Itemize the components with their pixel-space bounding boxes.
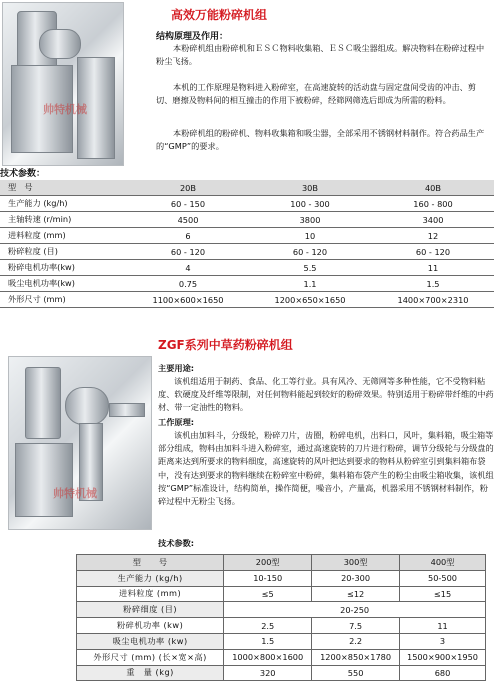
table-cell: 20-250	[224, 602, 486, 618]
table-header-cell: 型 号	[77, 555, 224, 571]
table-cell: 60 - 120	[128, 244, 248, 260]
table-cell: 4	[128, 260, 248, 276]
table-cell: 1200×850×1780	[312, 649, 400, 665]
table-header-cell: 20B	[128, 180, 248, 196]
table-header-row	[0, 180, 494, 196]
table-cell: 粉碎电机功率(kw)	[0, 260, 128, 276]
table-cell: 3800	[248, 212, 372, 228]
section1-title: 高效万能粉碎机组	[171, 8, 268, 22]
table-cell: 外形尺寸 (mm)	[0, 292, 128, 308]
table-cell: 吸尘电机功率(kw)	[0, 276, 128, 292]
principle-text: 该机由加料斗，分级轮，粉碎刀片，齿圈，粉碎电机，出料口，风叶，集料箱，吸尘箱等部分组成，物料由加料斗进入粉碎室，通过高速旋转的刀片进行粉碎，调节分级轮与分级盘的距离来达到所要求的物料细度，高速旋转的风叶把达到要求的物料从粉碎室引到集料箱布袋中，没有达到要求的物料继续在粉碎室中粉碎，集料箱布袋产生的粉尘由吸尘箱收集，该机组按“GMP”标准设计，结构简单，操作简便，噪音小，产量高，机器采用不锈钢材料制作，粉碎过程中无粉尘飞扬。	[158, 430, 494, 507]
use-heading: 主要用途:	[158, 363, 195, 373]
table-cell: 生产能力 (kg/h)	[0, 196, 128, 212]
table-cell: 11	[400, 618, 486, 634]
principle-heading: 工作原理:	[158, 417, 195, 427]
table-cell: 10	[248, 228, 372, 244]
section1-paragraph: 本粉碎机组的粉碎机、物料收集箱和吸尘器，全部采用不锈钢材料制作。符合药品生产的“GMP”的要求。	[156, 128, 485, 152]
table-cell: 外形尺寸 (mm) (长×宽×高)	[77, 649, 224, 665]
table-cell: 进料粒度 (mm)	[0, 228, 128, 244]
table-cell: 3400	[372, 212, 494, 228]
section1-paragraph: 本粉碎机组由粉碎机和ＥＳＣ物料收集箱、ＥＳＣ吸尘器组成。解决物料在粉碎过程中粉尘飞扬。	[156, 43, 485, 67]
herb-crusher-photo	[8, 356, 152, 530]
table-cell: 粉碎机功率 (kw)	[77, 618, 224, 634]
table-header-cell: 40B	[372, 180, 494, 196]
table-cell: 进料粒度 (mm)	[77, 586, 224, 602]
use-text: 该机组适用于制药、食品、化工等行业。具有风冷、无筛网等多种性能，它不受物料粘度、软硬度及纤维等限制，对任何物料能起到较好的粉碎效果。特别适用于粉碎带纤维的中药材、带一定油性的物料。	[158, 376, 494, 413]
table-row	[0, 292, 494, 308]
table-header-row	[77, 555, 486, 571]
watermark: 帅特机械	[43, 103, 87, 116]
section2-params-heading: 技术参数:	[158, 538, 195, 548]
table-cell: 50-500	[400, 570, 486, 586]
table-row	[0, 276, 494, 292]
table-cell: 11	[372, 260, 494, 276]
table-cell: 20-300	[312, 570, 400, 586]
table-cell: 0.75	[128, 276, 248, 292]
table-cell: 1.1	[248, 276, 372, 292]
table-row	[0, 212, 494, 228]
watermark: 帅特机械	[53, 487, 97, 500]
table-cell: 12	[372, 228, 494, 244]
table-cell: 3	[400, 633, 486, 649]
section1-params-heading: 技术参数：	[0, 169, 46, 179]
section1-spec-table	[0, 180, 494, 308]
table-row	[77, 649, 486, 665]
table-cell: 680	[400, 665, 486, 681]
table-cell: 7.5	[312, 618, 400, 634]
table-cell: 100 - 300	[248, 196, 372, 212]
table-cell: 320	[224, 665, 312, 681]
table-cell: 5.5	[248, 260, 372, 276]
table-row	[77, 586, 486, 602]
table-cell: ≤12	[312, 586, 400, 602]
table-cell: 6	[128, 228, 248, 244]
crusher-unit-photo	[2, 2, 124, 166]
structure-heading: 结构原理及作用：	[156, 32, 229, 42]
table-cell: 60 - 150	[128, 196, 248, 212]
table-cell: 吸尘电机功率 (kw)	[77, 633, 224, 649]
table-cell: ≤15	[400, 586, 486, 602]
table-row	[0, 228, 494, 244]
table-cell: 4500	[128, 212, 248, 228]
table-cell: 生产能力 (kg/h)	[77, 570, 224, 586]
table-header-cell: 300型	[312, 555, 400, 571]
table-cell: 550	[312, 665, 400, 681]
table-header-cell: 400型	[400, 555, 486, 571]
table-header-cell: 型 号	[0, 180, 128, 196]
table-header-cell: 200型	[224, 555, 312, 571]
table-cell: 60 - 120	[372, 244, 494, 260]
table-row	[0, 196, 494, 212]
table-cell: 60 - 120	[248, 244, 372, 260]
table-cell: 粉碎细度 (目)	[77, 602, 224, 618]
table-cell: ≤5	[224, 586, 312, 602]
table-cell: 1500×900×1950	[400, 649, 486, 665]
table-cell: 主轴转速 (r/min)	[0, 212, 128, 228]
section2-title: ZGF系列中草药粉碎机组	[158, 338, 293, 352]
table-row	[77, 633, 486, 649]
table-row	[77, 665, 486, 681]
table-row	[0, 260, 494, 276]
table-cell: 1.5	[372, 276, 494, 292]
table-cell: 1400×700×2310	[372, 292, 494, 308]
table-cell: 1100×600×1650	[128, 292, 248, 308]
table-cell: 1200×650×1650	[248, 292, 372, 308]
table-cell: 160 - 800	[372, 196, 494, 212]
table-row	[77, 570, 486, 586]
table-cell: 2.5	[224, 618, 312, 634]
table-cell: 粉碎粒度 (目)	[0, 244, 128, 260]
table-header-cell: 30B	[248, 180, 372, 196]
table-cell: 1.5	[224, 633, 312, 649]
table-cell: 重 量 (kg)	[77, 665, 224, 681]
table-cell: 2.2	[312, 633, 400, 649]
table-row	[77, 618, 486, 634]
table-cell: 1000×800×1600	[224, 649, 312, 665]
table-row	[0, 244, 494, 260]
section2-spec-table	[76, 554, 486, 681]
section1-paragraph: 本机的工作原理是物料进入粉碎室，在高速旋转的活动盘与固定盘间受齿的冲击、剪切、磨擦及物料间的相互撞击的作用下被粉碎，经筛网筛选后即成为所需的粉料。	[156, 82, 476, 106]
table-cell: 10-150	[224, 570, 312, 586]
table-row	[77, 602, 486, 618]
